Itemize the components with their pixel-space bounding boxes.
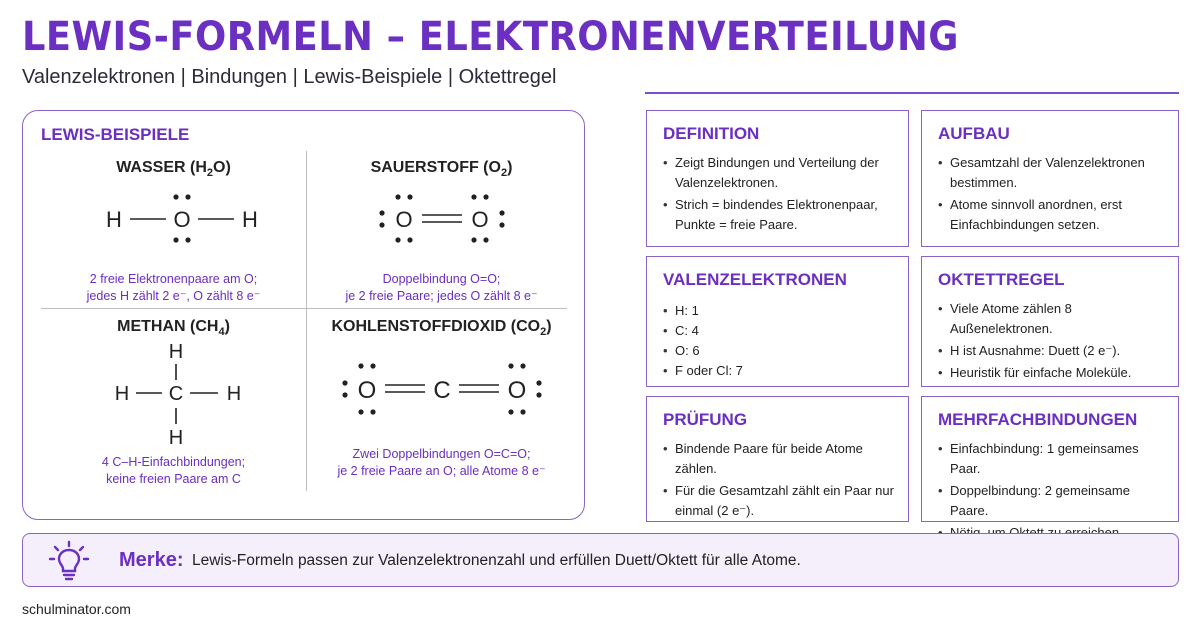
- co2-title: KOHLENSTOFFDIOXID $(CO_2)$: [331, 318, 552, 339]
- water-title: WASSER $(H_2O)$: [116, 159, 231, 180]
- list-item: • C: 4: [663, 321, 896, 341]
- atom-c: C: [432, 377, 451, 405]
- card-pruefung-title: PRÜFUNG: [663, 410, 748, 429]
- atom-h-left: H: [114, 383, 129, 406]
- water-example: [41, 159, 306, 305]
- list-item: • Für die Gesamtzahl zählt ein Paar nur einmal (2 e⁻).: [663, 481, 896, 521]
- card-mehrfachbindungen: [921, 396, 1179, 522]
- merke-text: Lewis-Formeln passen zur Valenzelektronenzahl und erfüllen Duett/Oktett für alle Atome.: [192, 552, 801, 569]
- list-item: • Strich = bindendes Elektronenpaar, Punkte = freie Paare.: [663, 195, 896, 235]
- oxygen-lewis-structure: [342, 185, 542, 255]
- atom-h-right: H: [226, 383, 241, 406]
- oxygen-example: [309, 159, 574, 305]
- lewis-examples-panel: [22, 110, 585, 520]
- lightbulb-icon: [45, 540, 93, 582]
- merke-label: Merke:: [119, 549, 184, 571]
- card-pruefung: [646, 396, 909, 522]
- methane-title: METHAN $(CH_4)$: [117, 318, 230, 339]
- methane-example: [41, 318, 306, 488]
- atom-o-right: O: [507, 377, 526, 405]
- list-item: • Viele Atome zählen 8 Außenelektronen.: [938, 299, 1166, 339]
- card-mehrfach-title: MEHRFACHBINDUNGEN: [938, 410, 1138, 429]
- water-caption-2: jedes H zählt 2 e⁻, O zählt 8 e⁻: [86, 289, 261, 304]
- title-divider: [645, 92, 1179, 94]
- oxygen-title: SAUERSTOFF $(O_2)$: [370, 159, 513, 180]
- card-valenzelektronen: [646, 256, 909, 387]
- water-caption-1: 2 freie Elektronenpaare am O;: [89, 272, 258, 287]
- list-item: • H: 1: [663, 301, 896, 321]
- methane-caption-1: 4 C–H-Einfachbindungen;: [101, 455, 246, 470]
- list-item: • Gesamtzahl der Valenzelektronen bestimmen.: [938, 153, 1166, 193]
- list-item: • F oder Cl: 7: [663, 361, 896, 381]
- card-definition: [646, 110, 909, 247]
- vertical-divider: [306, 151, 307, 491]
- card-oktettregel: [921, 256, 1179, 387]
- card-oktett-title: OKTETTREGEL: [938, 270, 1065, 289]
- list-item: • Heuristik für einfache Moleküle.: [938, 363, 1166, 383]
- horizontal-divider: [41, 308, 567, 309]
- co2-caption-2: je 2 freie Paare an O; alle Atome 8 e⁻: [337, 464, 546, 479]
- card-valenz-title: VALENZELEKTRONEN: [663, 270, 847, 289]
- oxygen-caption-2: je 2 freie Paare; jedes O zählt 8 e⁻: [345, 289, 538, 304]
- co2-lewis-structure: [327, 352, 557, 432]
- atom-h-bottom: H: [168, 427, 183, 450]
- atom-h-left: H: [105, 207, 122, 233]
- atom-o-left: O: [394, 207, 413, 233]
- atom-h-top: H: [168, 341, 183, 364]
- list-item: • Bindende Paare für beide Atome zählen.: [663, 439, 896, 479]
- page-subtitle: Valenzelektronen | Bindungen | Lewis-Beispiele | Oktettregel: [22, 66, 557, 88]
- water-lewis-structure: [74, 185, 274, 255]
- methane-lewis-structure: [74, 338, 274, 450]
- list-item: • H ist Ausnahme: Duett (2 e⁻).: [938, 341, 1166, 361]
- card-definition-title: DEFINITION: [663, 124, 760, 143]
- co2-caption-1: Zwei Doppelbindungen O=C=O;: [352, 447, 531, 462]
- list-item: • Atome sinnvoll anordnen, erst Einfachbindungen setzen.: [938, 195, 1166, 235]
- atom-h-right: H: [241, 207, 258, 233]
- atom-o: O: [172, 207, 191, 233]
- list-item: • Doppelbindung: 2 gemeinsame Paare.: [938, 481, 1166, 521]
- oxygen-caption-1: Doppelbindung O=O;: [382, 272, 501, 287]
- examples-heading: LEWIS-BEISPIELE: [41, 125, 190, 144]
- footer-source: schulminator.com: [22, 601, 131, 617]
- co2-example: [309, 318, 574, 480]
- page-title: LEWIS-FORMELN – ELEKTRONENVERTEILUNG: [22, 14, 959, 60]
- card-aufbau-title: AUFBAU: [938, 124, 1010, 143]
- merke-bar: [22, 533, 1179, 587]
- atom-c: C: [168, 383, 183, 406]
- methane-caption-2: keine freien Paare am C: [106, 472, 241, 487]
- card-aufbau: [921, 110, 1179, 247]
- list-item: • Zeigt Bindungen und Verteilung der Valenzelektronen.: [663, 153, 896, 193]
- list-item: • O: 6: [663, 341, 896, 361]
- list-item: • Einfachbindung: 1 gemeinsames Paar.: [938, 439, 1166, 479]
- atom-o-left: O: [357, 377, 376, 405]
- atom-o-right: O: [470, 207, 489, 233]
